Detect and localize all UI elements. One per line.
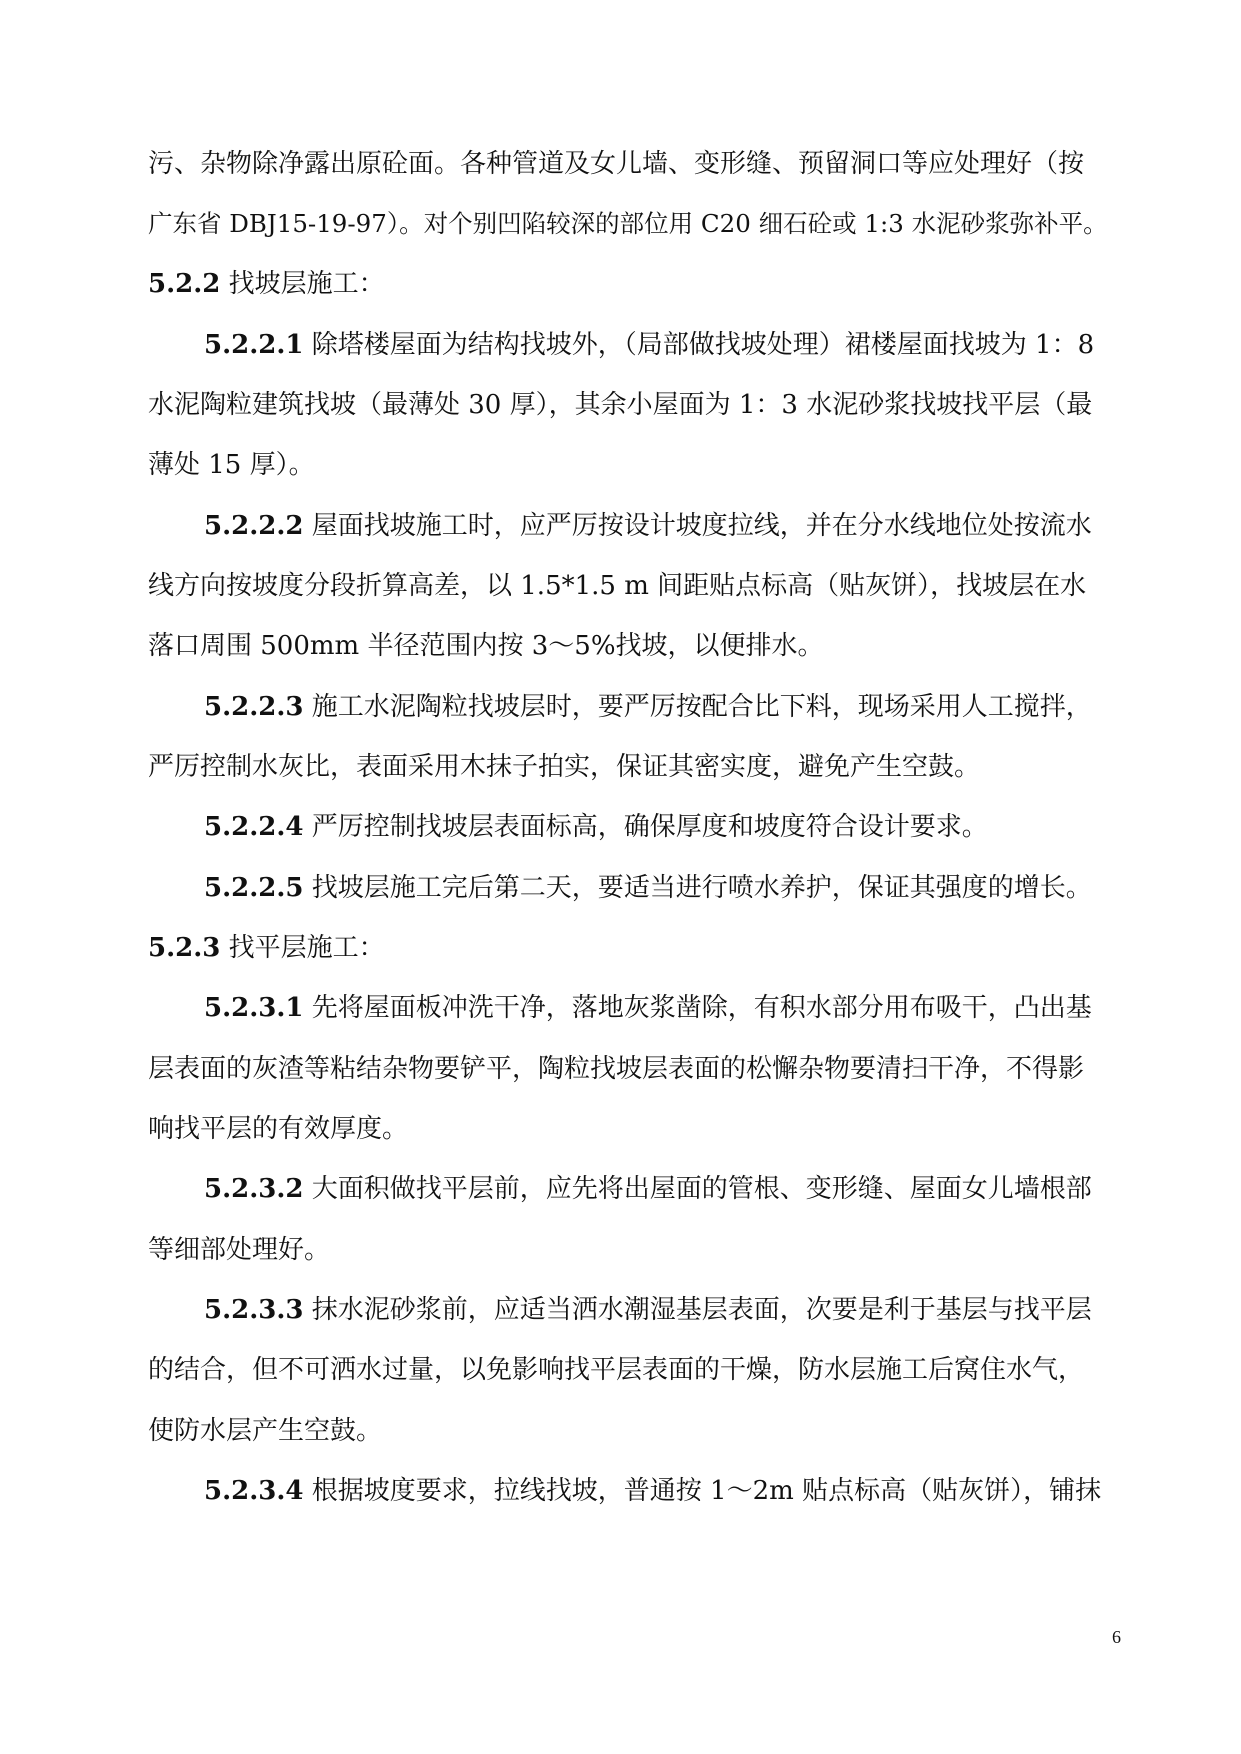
text-line: 响找平层的有效厚度。 [148, 1114, 409, 1144]
text-line: 层表面的灰渣等粘结杂物要铲平，陶粒找坡层表面的松懈杂物要清扫干净，不得影 [148, 1054, 1085, 1084]
subsection-line: 5.2.2.5 找坡层施工完后第二天，要适当进行喷水养护，保证其强度的增长。 [204, 873, 1092, 903]
section-heading: 5.2.3 找平层施工： [148, 933, 385, 963]
text-line: 的结合，但不可洒水过量，以免影响找平层表面的干燥，防水层施工后窝住水气， [148, 1355, 1085, 1385]
text-line: 严厉控制水灰比，表面采用木抹子拍实，保证其密实度，避免产生空鼓。 [148, 752, 981, 782]
subsection-line: 5.2.2.3 施工水泥陶粒找坡层时，要严厉按配合比下料，现场采用人工搅拌， [204, 692, 1092, 722]
text-line: 等细部处理好。 [148, 1235, 331, 1265]
subsection-line: 5.2.3.4 根据坡度要求，拉线找坡，普通按 1～2m 贴点标高（贴灰饼），铺抹 [204, 1476, 1102, 1506]
text-line: 水泥陶粒建筑找坡（最薄处 30 厚），其余小屋面为 1：3 水泥砂浆找坡找平层（最 [148, 390, 1093, 420]
text-line: 广东省 DBJ15-19-97）。对个别凹陷较深的部位用 C20 细石砼或 1:3 水泥砂浆弥补平。 [148, 209, 1108, 238]
text-line: 线方向按坡度分段折算高差，以 1.5*1.5 m 间距贴点标高（贴灰饼），找坡层在水 [148, 571, 1087, 601]
subsection-line: 5.2.3.2 大面积做找平层前，应先将出屋面的管根、变形缝、屋面女儿墙根部 [204, 1174, 1092, 1204]
subsection-line: 5.2.2.1 除塔楼屋面为结构找坡外，（局部做找坡处理）裙楼屋面找坡为 1：8 [204, 330, 1095, 360]
text-line: 落口周围 500mm 半径范围内按 3～5%找坡，以便排水。 [148, 631, 824, 661]
subsection-line: 5.2.3.1 先将屋面板冲洗干净，落地灰浆凿除，有积水部分用布吸干，凸出基 [204, 993, 1092, 1023]
text-line: 污、杂物除净露出原砼面。各种管道及女儿墙、变形缝、预留洞口等应处理好（按 [148, 149, 1085, 179]
subsection-line: 5.2.2.2 屋面找坡施工时，应严厉按设计坡度拉线，并在分水线地位处按流水 [204, 511, 1092, 541]
page-number: 6 [1112, 1627, 1121, 1647]
section-heading: 5.2.2 找坡层施工： [148, 269, 385, 299]
text-line: 使防水层产生空鼓。 [148, 1416, 383, 1446]
subsection-line: 5.2.3.3 抹水泥砂浆前，应适当洒水潮湿基层表面，次要是利于基层与找平层 [204, 1295, 1092, 1325]
text-line: 薄处 15 厚）。 [148, 450, 315, 480]
subsection-line: 5.2.2.4 严厉控制找坡层表面标高，确保厚度和坡度符合设计要求。 [204, 812, 988, 842]
